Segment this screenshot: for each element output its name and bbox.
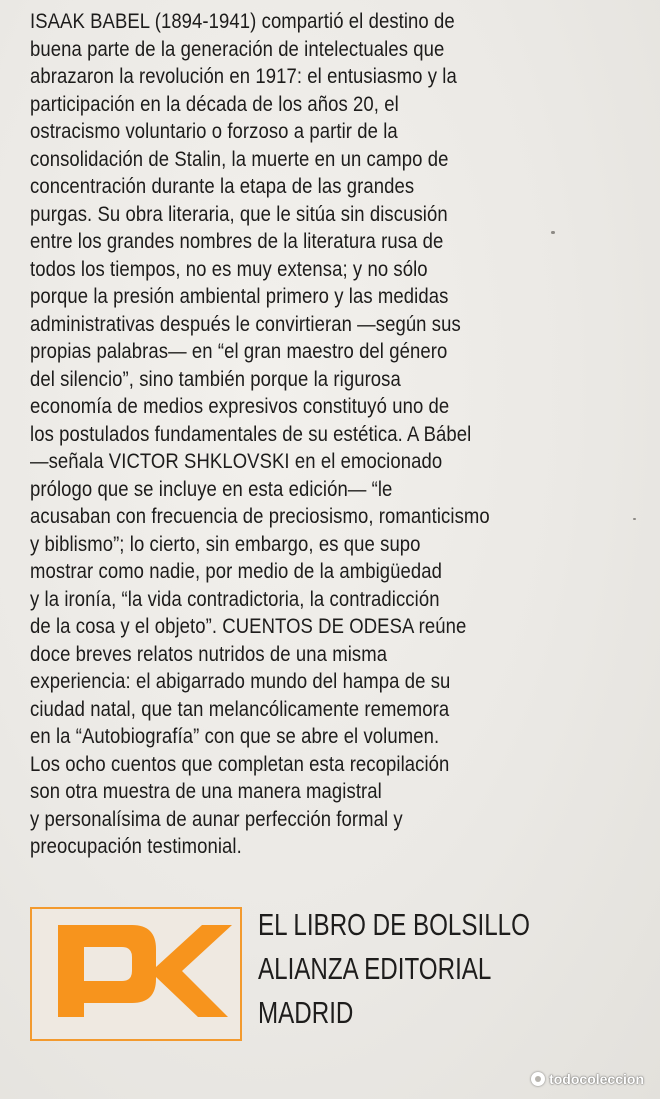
publisher-name: ALIANZA EDITORIAL — [258, 951, 492, 986]
blurb-line: concentración durante la etapa de las grandes — [30, 174, 415, 198]
blurb-line: Los ocho cuentos que completan esta recopilación — [30, 751, 450, 776]
publisher-imprint — [258, 903, 607, 1035]
blurb-line: son otra muestra de una manera magistral — [30, 779, 382, 803]
blurb-line: en la “Autobiografía” con que se abre el volumen. — [30, 724, 440, 748]
blurb-line: entre los grandes nombres de la literatura rusa de — [30, 229, 444, 253]
paper-speck — [551, 231, 555, 234]
publisher-city: MADRID — [258, 995, 354, 1030]
blurb-line: acusaban con frecuencia de preciosismo, romanticismo — [30, 504, 490, 528]
blurb-line: y personalísima de aunar perfección formal y — [30, 806, 403, 831]
blurb-line: mostrar como nadie, por medio de la ambigüedad — [30, 559, 442, 583]
series-name: EL LIBRO DE BOLSILLO — [258, 907, 530, 942]
blurb-line: experiencia: el abigarrado mundo del hampa de su — [30, 669, 451, 693]
blurb-line: de la cosa y el objeto”. CUENTOS DE ODESA reúne — [30, 614, 467, 638]
blurb-line: administrativas después le convirtieran —según sus — [30, 311, 461, 336]
blurb-line: buena parte de la generación de intelectuales que — [30, 36, 445, 61]
blurb-line: del silencio”, sino también porque la rigurosa — [30, 366, 401, 391]
blurb-line: propias palabras— en “el gran maestro del género — [30, 339, 448, 363]
blurb-line: y la ironía, “la vida contradictoria, la contradicción — [30, 586, 440, 611]
blurb-line: doce breves relatos nutridos de una misma — [30, 641, 388, 666]
blurb-line: todos los tiempos, no es muy extensa; y no sólo — [30, 256, 428, 281]
blurb-line: purgas. Su obra literaria, que le sitúa sin discusión — [30, 201, 448, 226]
blurb-line: preocupación testimonial. — [30, 834, 242, 858]
blurb-line: prólogo que se incluye en esta edición— “le — [30, 476, 393, 501]
blurb-line: ostracismo voluntario o forzoso a partir de la — [30, 119, 398, 143]
publisher-logo-icon — [32, 909, 240, 1039]
alianza-editorial-logo — [30, 907, 242, 1041]
todocoleccion-icon — [531, 1072, 545, 1086]
paper-speck — [633, 518, 636, 520]
blurb-line: —señala VICTOR SHKLOVSKI en el emocionado — [30, 449, 443, 473]
blurb-line: participación en la década de los años 20, el — [30, 91, 399, 116]
watermark-text: todocoleccion — [549, 1071, 644, 1087]
blurb-line: ISAAK BABEL (1894-1941) compartió el destino de — [30, 9, 455, 33]
watermark — [531, 1071, 644, 1087]
blurb-line: y biblismo”; lo cierto, sin embargo, es que supo — [30, 531, 421, 556]
blurb-line: los postulados fundamentales de su estética. A Bábel — [30, 421, 472, 446]
blurb-line: porque la presión ambiental primero y las medidas — [30, 284, 449, 308]
blurb-text — [30, 8, 630, 861]
blurb-line: ciudad natal, que tan melancólicamente rememora — [30, 696, 450, 721]
blurb-line: economía de medios expresivos constituyó uno de — [30, 394, 450, 418]
blurb-line: abrazaron la revolución en 1917: el entusiasmo y la — [30, 64, 457, 88]
blurb-line: consolidación de Stalin, la muerte en un campo de — [30, 146, 449, 171]
